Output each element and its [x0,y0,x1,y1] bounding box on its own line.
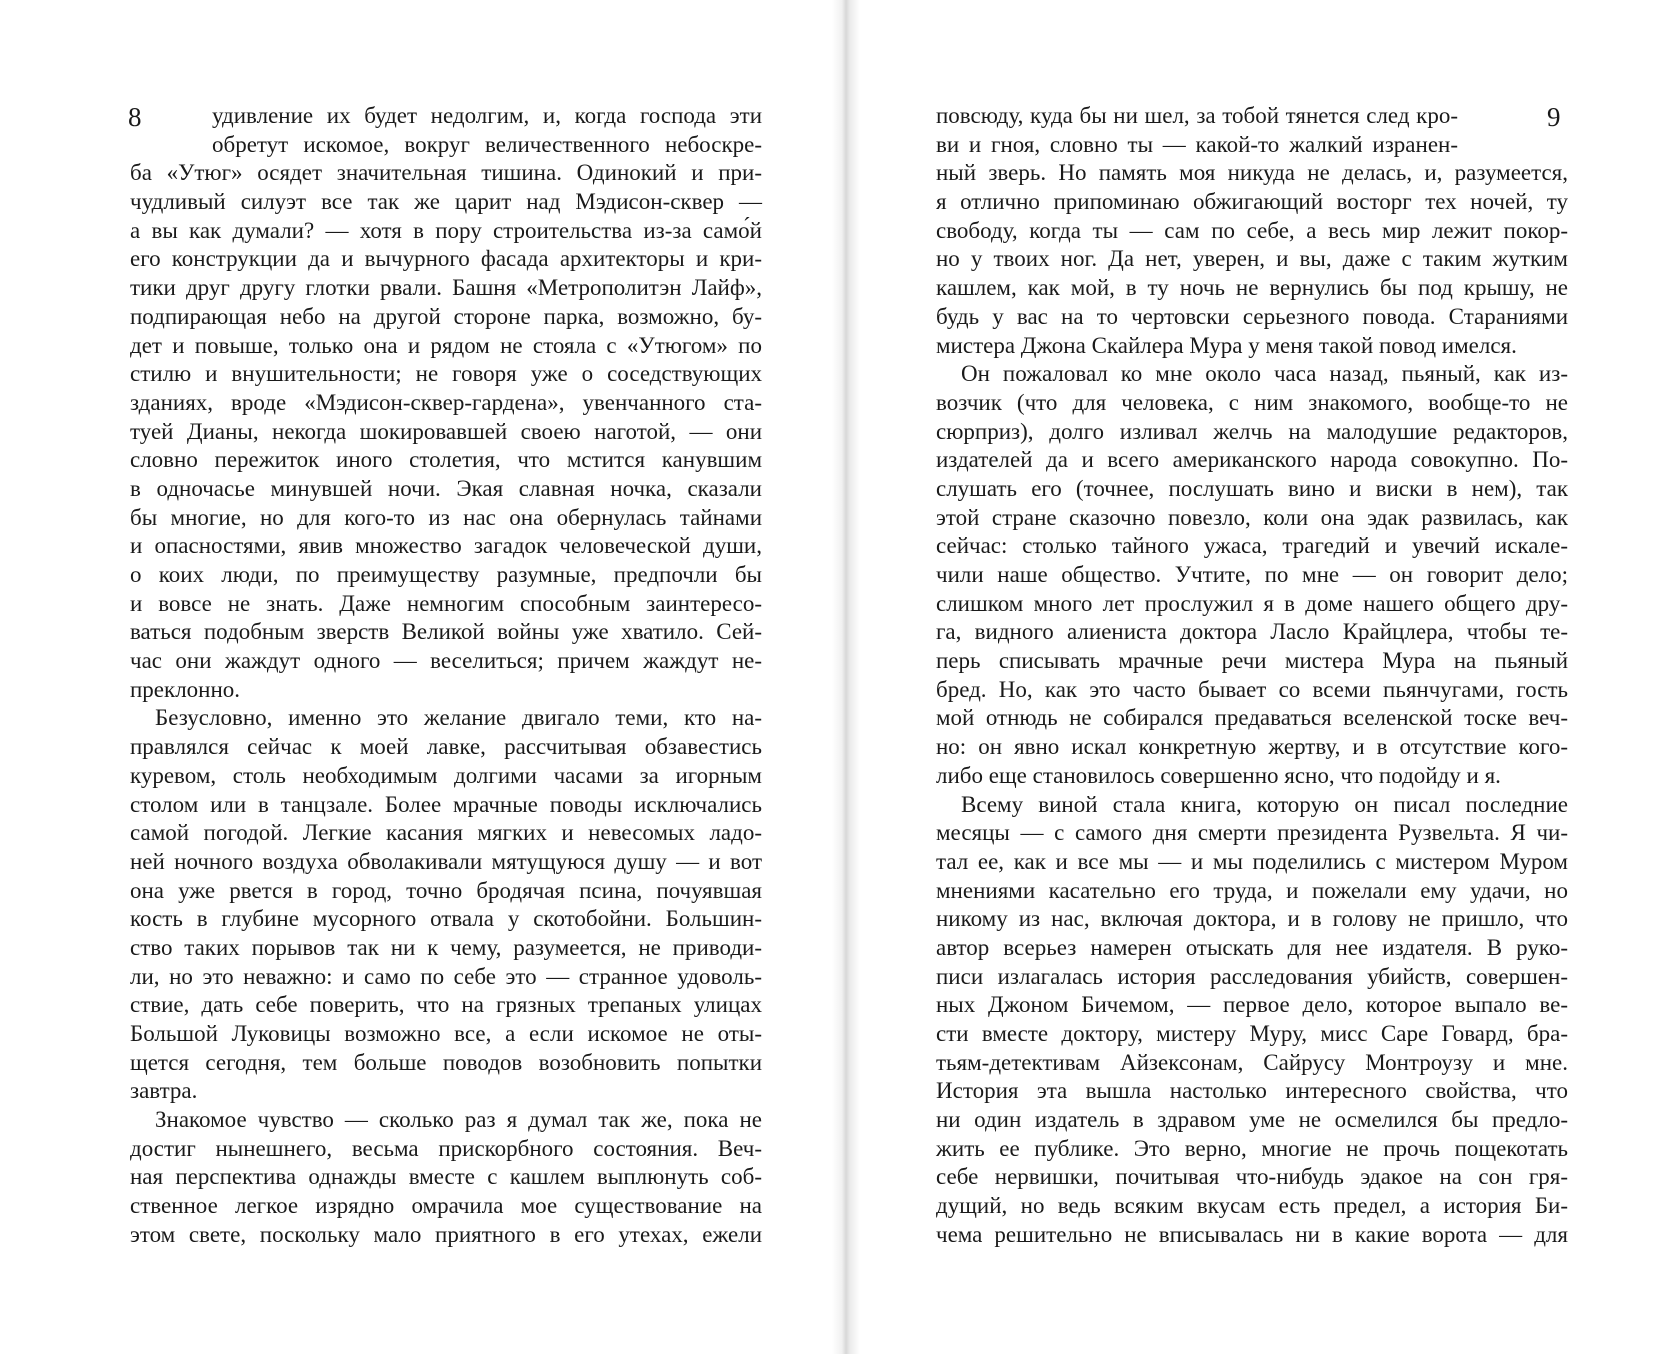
text-line: сейчас: столько тайного ужаса, трагедий и увечий искале- [936,533,1568,559]
text-line: тьям-детективам Айзексонам, Сайрусу Монтроузу и мне. [936,1049,1568,1075]
text-line: я отлично припоминаю обжигающий восторг тех ночей, ту [936,189,1568,215]
text-line: сти вместе доктору, мистеру Муру, мисс Саре Говард, бра- [936,1021,1568,1046]
text-line: куревом, столь необходимым долгими часами за игорным [130,762,762,788]
text-line: зданиях, вроде «Мэдисон-сквер-гардена», увенчанного ста- [130,389,762,415]
right-page-text [936,102,1568,1250]
text-line: стилю и внушительности; не говоря уже о соседствующих [130,361,762,387]
text-line: удивление их будет недолгим, и, когда господа эти [212,103,762,128]
book-gutter [832,0,860,1354]
text-line: никому из нас, включая доктора, и в голову не пришло, что [936,906,1568,932]
text-line: себе нервишки, почитывая что-нибудь эдакое на сон гря- [936,1164,1568,1190]
text-line: Он пожаловал ко мне около часа назад, пьяный, как из- [961,361,1568,387]
left-page-text [130,102,762,1250]
text-line: ли, но это неважно: и само по себе это — странное удоволь- [130,963,762,989]
text-line: достиг нынешнего, весьма прискорбного состояния. Веч- [130,1135,762,1161]
text-line: бы многие, но для кого-то из нас она обернулась тайнами [130,504,762,530]
text-line: ство таких порывов так ни к чему, разумеется, не приводи- [130,934,762,960]
text-line: ба «Утюг» осядет значительная тишина. Одинокий и при- [130,160,762,186]
text-line: га, видного алиениста доктора Ласло Крайцлера, чтобы те- [936,619,1568,645]
text-line: завтра. [130,1078,198,1104]
text-line: ви и гноя, словно ты — какой-то жалкий изранен- [936,131,1458,157]
text-line: а вы как думали? — хотя в пору строительства из-за само́й [130,217,762,243]
text-line: столом или в танцзале. Более мрачные поводы исключались [130,791,762,817]
text-line: дет и повыше, только она и рядом не стояла с «Утюгом» по [130,332,762,358]
text-line: ни один издатель в здравом уме не осмелился бы предло- [936,1107,1568,1133]
text-line: издателей да и всего американского народа совокупно. По- [936,447,1568,473]
text-line: ный зверь. Но память моя никуда не делась, и, разумеется, [936,160,1568,186]
text-line: она уже рвется в город, точно бродячая псина, почуявшая [130,877,762,903]
text-line: ственное легкое изрядно омрачила мое существование на [130,1193,762,1219]
text-line: ствие, дать себе поверить, что на грязных трепаных улицах [130,992,762,1018]
text-line: дущий, но ведь всяким вкусам есть предел, а история Би- [936,1193,1568,1219]
text-line: правлялся сейчас к моей лавке, рассчитывая обзавестись [130,734,762,760]
text-line: щется сегодня, тем больше поводов возобновить попытки [130,1049,762,1075]
text-line: ваться подобным зверств Великой войны уже хватило. Сей- [130,619,762,645]
text-line: возчик (что для человека, с ним знакомого, вообще-то не [936,389,1568,415]
text-line: о коих люди, по преимуществу разумные, предпочли бы [130,562,762,587]
text-line: автор всерьез намерен отыскать для нее издателя. В руко- [936,934,1568,960]
text-line: слишком много лет прослужил я в доме нашего общего дру- [936,590,1568,616]
text-line: чили наше общество. Учтите, по мне — он говорит дело; [936,562,1568,587]
text-line: жить ее публике. Это верно, многие не прочь пощекотать [936,1135,1568,1161]
text-line: ней ночного воздуха обволакивали мятущуюся душу — и вот [130,848,762,874]
text-line: но: он явно искал конкретную жертву, и в отсутствие кого- [936,734,1568,760]
text-line: Безусловно, именно это желание двигало теми, кто на- [155,705,762,731]
text-line: этом свете, поскольку мало приятного в его утехах, ежели [130,1221,762,1247]
text-line: кашлем, как мой, в ту ночь не вернулись бы под крышу, не [936,275,1568,301]
text-line: обретут искомое, вокруг величественного небоскре- [212,131,762,157]
text-line: в одночасье минувшей ночи. Экая славная ночка, сказали [130,475,762,501]
text-line: месяцы — с самого дня смерти президента Рузвельта. Я чи- [936,820,1568,846]
text-line: его конструкции да и вычурного фасада архитекторы и кри- [130,246,762,272]
text-line: будь у вас на то чертовски серьезного повода. Стараниями [936,303,1568,329]
text-line: либо еще становилось совершенно ясно, что подойду и я. [936,762,1501,788]
text-line: мистера Джона Скайлера Мура у меня такой повод имелся. [936,332,1517,358]
text-line: бред. Но, как это часто бывает со всеми пьянчугами, гость [936,676,1568,702]
text-line: чудливый силуэт все так же царит над Мэдисон-сквер — [130,189,762,215]
page-number-right: 9 [1547,102,1561,132]
text-line: писи излагалась история расследования убийств, совершен- [936,963,1568,989]
text-line: Знакомое чувство — сколько раз я думал так же, пока не [155,1107,762,1133]
text-line: самой погодой. Легкие касания мягких и невесомых ладо- [130,820,762,846]
text-line: Всему виной стала книга, которую он писал последние [961,791,1568,817]
text-line: повсюду, куда бы ни шел, за тобой тянется след кро- [936,103,1458,128]
text-line: тики друг другу глотки рвали. Башня «Метрополитэн Лайф», [130,275,762,301]
text-line: и вовсе не знать. Даже немногим способным заинтересо- [130,590,762,616]
text-line: но у твоих ног. Да нет, уверен, и вы, даже с таким жутким [936,246,1568,272]
text-line: свободу, когда ты — сам по себе, а весь мир лежит покор- [936,217,1568,243]
page-number-left: 8 [128,102,142,132]
text-line: словно пережиток иного столетия, что мстится канувшим [130,447,762,473]
text-line: ная перспектива однажды вместе с кашлем выплюнуть соб- [130,1164,762,1190]
text-line: этой стране сказочно повезло, коли она эдак развилась, как [936,504,1568,530]
text-line: перь списывать мрачные речи мистера Мура на пьяный [936,648,1568,674]
text-line: сюрприз), долго изливал желчь на малодушие редакторов, [936,418,1568,444]
text-line: тал ее, как и все мы — и мы поделились с мистером Муром [936,848,1568,874]
text-line: преклонно. [130,676,241,702]
text-line: чема решительно не вписывалась ни в какие ворота — для [936,1221,1568,1247]
text-line: кость в глубине мусорного отвала у скотобойни. Большин- [130,906,762,932]
text-line: Большой Луковицы возможно все, а если искомое не оты- [130,1021,762,1046]
text-line: и опасностями, явив множество загадок человеческой души, [130,533,762,559]
text-line: туей Дианы, некогда шокировавшей своею наготой, — они [130,418,762,444]
text-line: слушать его (точнее, послушать вино и виски в нем), так [936,475,1568,501]
text-line: ных Джоном Бичемом, — первое дело, которое выпало ве- [936,992,1568,1018]
text-line: История эта вышла настолько интересного свойства, что [936,1078,1568,1104]
text-line: мнениями касательно его труда, и пожелали ему удачи, но [936,877,1568,903]
text-line: час они жаждут одного — веселиться; причем жаждут не- [130,648,762,674]
text-line: подпирающая небо на другой стороне парка, возможно, бу- [130,303,762,329]
text-line: мой отнюдь не собирался предаваться вселенской тоске веч- [936,705,1568,731]
